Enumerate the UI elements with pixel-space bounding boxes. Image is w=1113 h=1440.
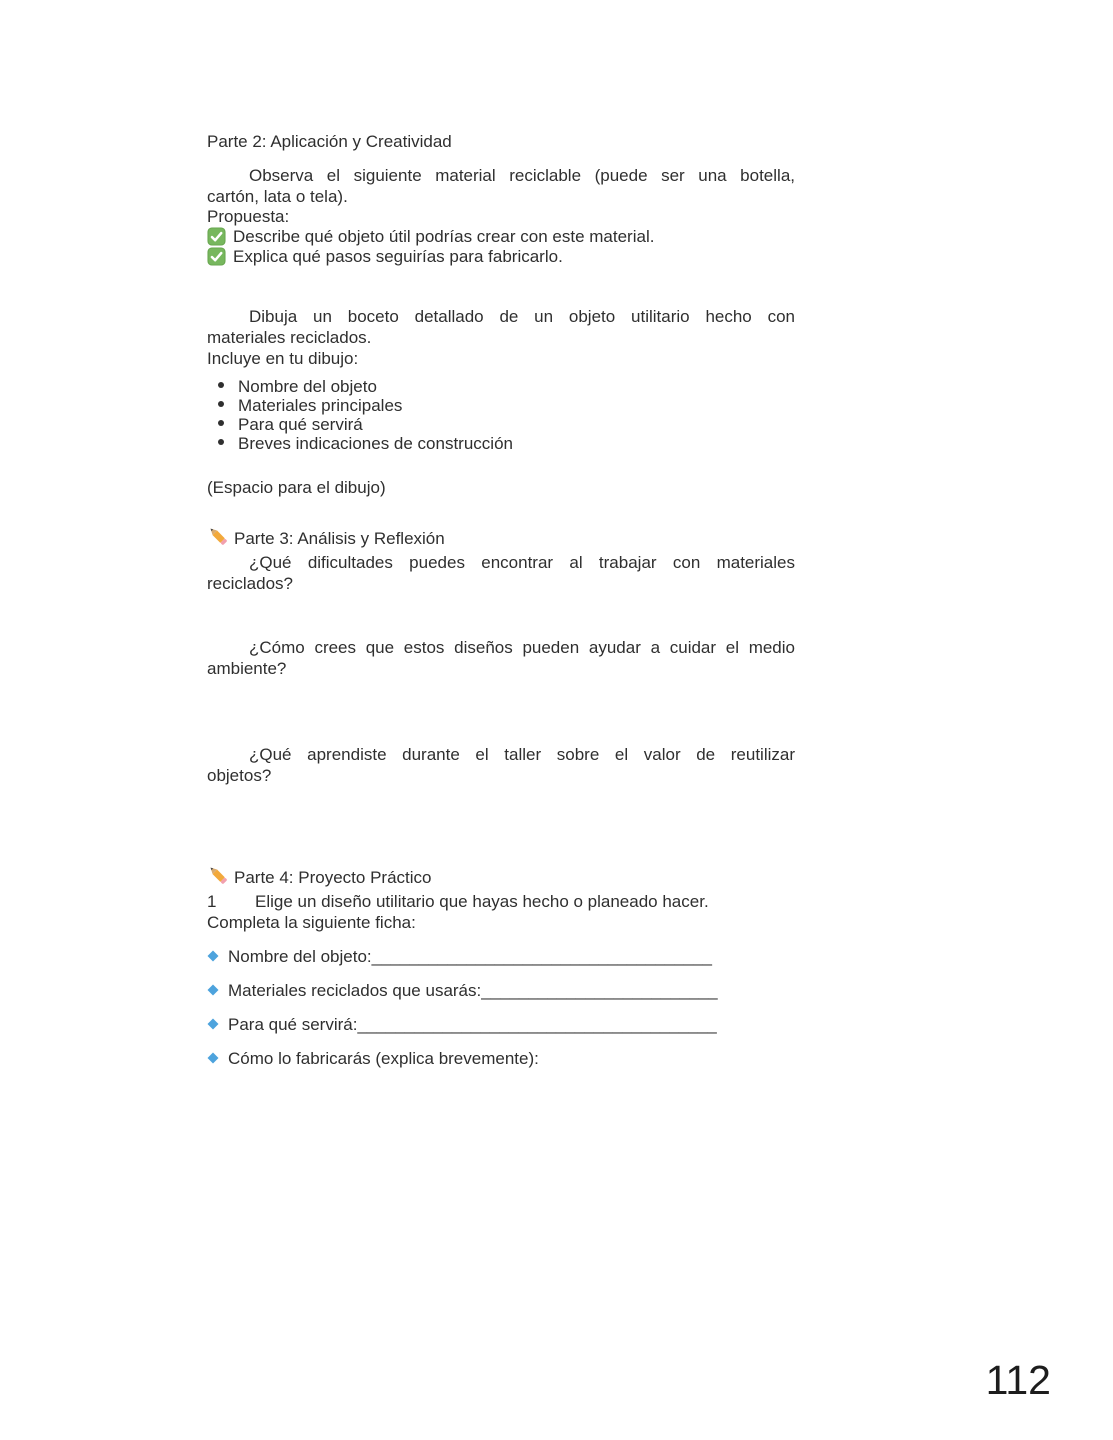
list-item	[207, 415, 795, 434]
check-icon	[207, 227, 226, 246]
paragraph-line: ¿Qué dificultades puedes encontrar al trabajar con materiales	[249, 553, 795, 572]
drawing-space-note: (Espacio para el dibujo)	[207, 478, 386, 497]
checklist-item	[207, 226, 795, 246]
field-label: Materiales reciclados que usarás:	[228, 981, 482, 1000]
list-item-text: Breves indicaciones de construcción	[238, 434, 513, 453]
form-field-row	[207, 1014, 795, 1035]
propuesta-block	[207, 207, 795, 266]
list-item	[207, 434, 795, 453]
diamond-icon	[207, 1048, 219, 1069]
part2-intro-paragraph	[207, 165, 795, 207]
include-label: Incluye en tu dibujo:	[207, 349, 359, 368]
pencil-icon	[207, 525, 229, 552]
question-paragraph	[207, 552, 795, 594]
form-field-row	[207, 946, 795, 967]
propuesta-label: Propuesta:	[207, 207, 290, 226]
step-line	[207, 891, 795, 912]
paragraph-line: ¿Cómo crees que estos diseños pueden ayudar a cuidar el medio	[249, 638, 795, 657]
pencil-icon	[207, 864, 229, 891]
part3-heading	[207, 525, 795, 552]
diamond-icon	[207, 980, 219, 1001]
paragraph-line: ¿Qué aprendiste durante el taller sobre el valor de reutilizar	[249, 745, 795, 764]
sketch-paragraph	[207, 306, 795, 369]
list-item	[207, 377, 795, 396]
field-blank-line: ______________________________________	[357, 1015, 717, 1034]
paragraph-line: materiales reciclados.	[207, 328, 372, 347]
sketch-bullet-list	[207, 377, 795, 453]
step-line2: Completa la siguiente ficha:	[207, 913, 416, 932]
page-content	[207, 131, 795, 1069]
paragraph-line: ambiente?	[207, 659, 287, 678]
field-label: Para qué servirá:	[228, 1015, 358, 1034]
diamond-icon	[207, 946, 219, 967]
step-number: 1	[207, 892, 217, 911]
part4-heading	[207, 864, 795, 891]
field-blank-line: ____________________________________	[371, 947, 713, 966]
form-field-row	[207, 1048, 795, 1069]
checklist-item-text: Explica qué pasos seguirías para fabricarlo.	[233, 246, 563, 266]
list-item	[207, 396, 795, 415]
list-item-text: Materiales principales	[238, 396, 403, 415]
bullet-dot	[218, 439, 224, 445]
page-number: 112	[985, 1357, 1051, 1403]
paragraph-line: reciclados?	[207, 574, 293, 593]
list-item-text: Nombre del objeto	[238, 377, 377, 396]
field-label: Nombre del objeto:	[228, 947, 372, 966]
step-text: Elige un diseño utilitario que hayas hecho o planeado hacer.	[255, 892, 709, 911]
paragraph-line: Dibuja un boceto detallado de un objeto utilitario hecho con	[249, 307, 795, 326]
field-blank-line: _________________________	[481, 981, 718, 1000]
part2-heading: Parte 2: Aplicación y Creatividad	[207, 132, 452, 151]
question-paragraph	[207, 637, 795, 679]
question-paragraph	[207, 744, 795, 786]
diamond-icon	[207, 1014, 219, 1035]
paragraph-line: Observa el siguiente material reciclable (puede ser una botella,	[249, 166, 795, 185]
checklist-item	[207, 246, 795, 266]
part4-heading-text: Parte 4: Proyecto Práctico	[234, 868, 432, 887]
checklist-item-text: Describe qué objeto útil podrías crear con este material.	[233, 226, 655, 246]
bullet-dot	[218, 382, 224, 388]
check-icon	[207, 247, 226, 266]
field-label: Cómo lo fabricarás (explica brevemente):	[228, 1049, 539, 1068]
bullet-dot	[218, 420, 224, 426]
part3-heading-text: Parte 3: Análisis y Reflexión	[234, 529, 445, 548]
bullet-dot	[218, 401, 224, 407]
paragraph-line: objetos?	[207, 766, 272, 785]
form-field-row	[207, 980, 795, 1001]
paragraph-line: cartón, lata o tela).	[207, 187, 348, 206]
list-item-text: Para qué servirá	[238, 415, 363, 434]
